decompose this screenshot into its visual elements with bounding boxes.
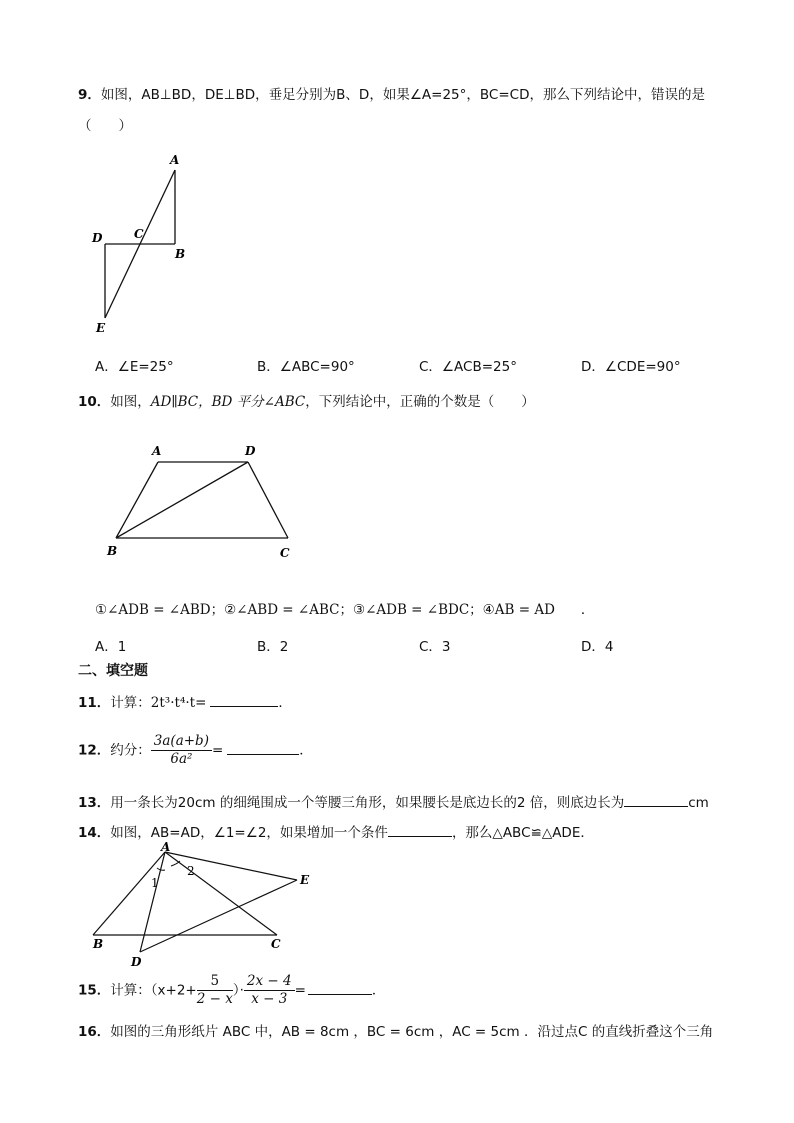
q10-option-c[interactable]: C．3 bbox=[419, 639, 451, 655]
q10-option-b[interactable]: B．2 bbox=[257, 639, 289, 655]
q16-line bbox=[78, 1020, 713, 1040]
q10-number: 10． bbox=[78, 394, 111, 410]
q15-fraction-2-denominator: x − 3 bbox=[251, 991, 288, 1007]
q10-pre: 如图， bbox=[110, 394, 151, 410]
q9-option-c[interactable]: C．∠ACB=25° bbox=[419, 359, 517, 375]
q9-option-a[interactable]: A．∠E=25° bbox=[95, 359, 174, 375]
q14-figure bbox=[85, 840, 325, 970]
q12-line bbox=[78, 733, 313, 768]
q13-text: 用一条长为20cm 的细绳围成一个等腰三角形，如果腰长是底边长的2 倍，则底边长为 bbox=[110, 795, 625, 811]
q10-post: ，下列结论中，正确的个数是（ ） bbox=[305, 394, 535, 410]
q10-end: ． bbox=[580, 602, 595, 618]
q11-number: 11． bbox=[78, 695, 111, 711]
q15-fraction-1 bbox=[197, 973, 233, 1008]
q11-line bbox=[78, 691, 292, 711]
q9-text: 如图，AB⊥BD，DE⊥BD，垂足分别为B、D，如果∠A=25°，BC=CD，那么下列结论中，错误的是 bbox=[100, 87, 705, 103]
q15-number: 15． bbox=[78, 982, 111, 999]
q9-number: 9． bbox=[78, 87, 101, 103]
q12-number: 12． bbox=[78, 742, 111, 759]
q13-number: 13． bbox=[78, 795, 111, 811]
q16-number: 16． bbox=[78, 1024, 111, 1040]
q14-label-1: 1 bbox=[151, 876, 159, 890]
q10-option-a[interactable]: A．1 bbox=[95, 639, 127, 655]
q9-option-b[interactable]: B．∠ABC=90° bbox=[257, 359, 355, 375]
q9-label-c: C bbox=[134, 227, 144, 241]
q14-label-b: B bbox=[93, 937, 104, 951]
q9-label-b: B bbox=[175, 247, 186, 261]
q14-line bbox=[78, 821, 594, 841]
q15-end: ． bbox=[371, 982, 386, 999]
q15-line bbox=[78, 973, 385, 1008]
q10-label-d: D bbox=[245, 444, 256, 458]
q14-number: 14． bbox=[78, 825, 111, 841]
q15-pre: 计算：（x+2+ bbox=[110, 982, 197, 999]
q14-post: ，那么△ABC≌△ADE． bbox=[451, 825, 594, 841]
q12-denominator: 6a² bbox=[170, 751, 193, 767]
q15-fraction-1-numerator: 5 bbox=[197, 973, 233, 991]
q14-label-a: A bbox=[161, 840, 171, 854]
q10-label-b: B bbox=[107, 544, 118, 558]
q10-statements: ①∠ADB = ∠ABD；②∠ABD = ∠ABC；③∠ADB = ∠BDC；④AB = AD bbox=[95, 602, 555, 618]
q9-figure bbox=[85, 150, 205, 340]
q13-line bbox=[78, 791, 709, 811]
q11-end: ． bbox=[278, 695, 292, 711]
q15-fraction-1-denominator: 2 − x bbox=[196, 991, 233, 1007]
q14-label-e: E bbox=[300, 873, 310, 887]
q14-label-c: C bbox=[271, 937, 281, 951]
q9-label-e: E bbox=[96, 321, 106, 335]
q10-figure bbox=[100, 440, 310, 565]
q9-stem bbox=[78, 83, 705, 103]
q14-label-2: 2 bbox=[187, 864, 195, 878]
q10-math: AD∥BC，BD 平分∠ABC bbox=[150, 394, 306, 410]
q11-pre: 计算： bbox=[110, 695, 151, 711]
q9-label-a: A bbox=[170, 153, 180, 167]
q15-fraction-2-numerator: 2x − 4 bbox=[244, 973, 295, 991]
q14-label-d: D bbox=[131, 955, 142, 969]
section-heading: 二、填空题 bbox=[78, 663, 148, 679]
q16-text: 如图的三角形纸片 ABC 中，AB = 8cm ，BC = 6cm ，AC = 5cm ．沿过点C 的直线折叠这个三角 bbox=[110, 1024, 714, 1040]
q12-answer-blank[interactable] bbox=[227, 742, 299, 755]
q10-label-c: C bbox=[280, 546, 290, 560]
q12-end: ． bbox=[299, 742, 313, 759]
q9-label-d: D bbox=[92, 231, 103, 245]
q13-answer-blank[interactable] bbox=[624, 794, 688, 807]
q10-label-a: A bbox=[152, 444, 162, 458]
q12-numerator: 3a(a+b) bbox=[151, 733, 212, 751]
q12-fraction bbox=[151, 733, 212, 768]
q10-stem bbox=[78, 390, 535, 410]
q12-pre: 约分： bbox=[110, 742, 151, 759]
q15-eq: = bbox=[294, 982, 306, 999]
q10-option-d[interactable]: D．4 bbox=[581, 639, 614, 655]
q10-statements-line bbox=[95, 598, 594, 618]
q12-eq: = bbox=[211, 742, 224, 759]
q14-pre: 如图，AB=AD，∠1=∠2，如果增加一个条件 bbox=[110, 825, 388, 841]
q11-expr: 2t³·t⁴·t= bbox=[150, 695, 207, 711]
q9-paren: （ ） bbox=[78, 118, 132, 134]
q11-answer-blank[interactable] bbox=[210, 694, 278, 707]
q13-unit: cm bbox=[688, 795, 709, 811]
q14-answer-blank[interactable] bbox=[388, 824, 452, 837]
q15-fraction-2 bbox=[244, 973, 295, 1008]
q15-mid: ）· bbox=[232, 982, 244, 999]
q9-option-d[interactable]: D．∠CDE=90° bbox=[581, 359, 681, 375]
q15-answer-blank[interactable] bbox=[308, 982, 372, 995]
